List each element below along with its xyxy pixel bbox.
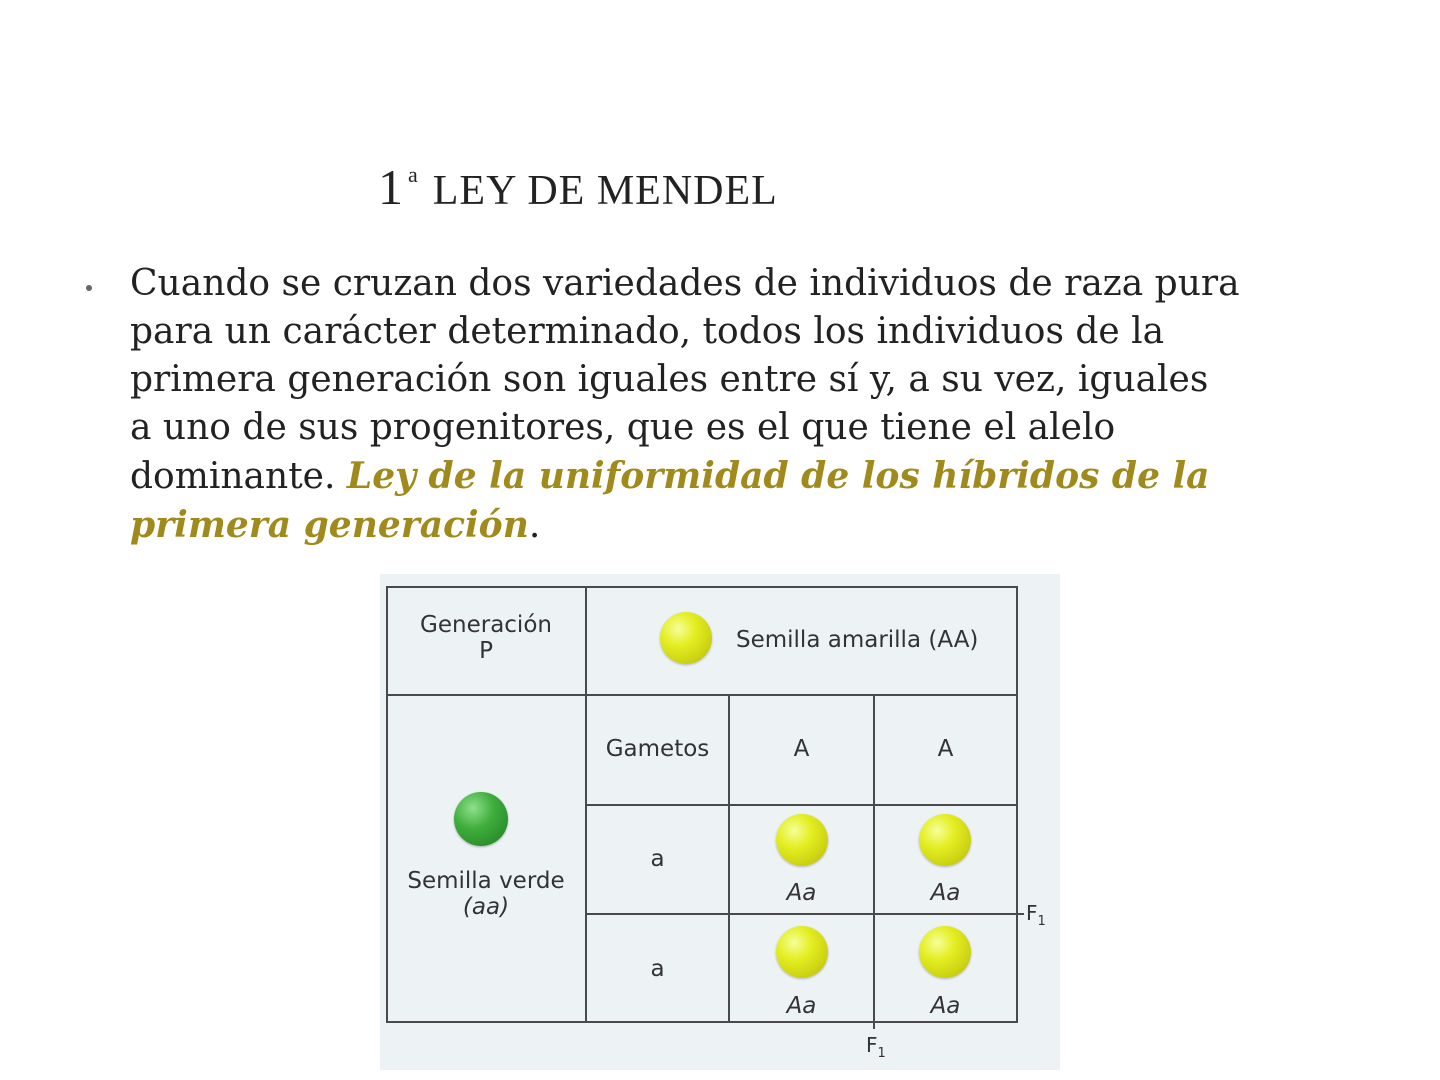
col-gamete-1: A — [793, 736, 810, 762]
generation-label-line1: Generación — [420, 612, 552, 638]
f1-bracket-line — [873, 1023, 875, 1029]
bullet-icon — [86, 285, 92, 291]
offspring-pea-icon — [776, 926, 828, 978]
title-superscript: a — [408, 162, 419, 187]
f1-right-sub: 1 — [1037, 914, 1046, 929]
offspring-pea-icon — [776, 814, 828, 866]
law-name-highlight: Ley de la uniformidad de los híbridos de la primera generación — [130, 455, 1210, 546]
yellow-seed-label: Semilla amarilla (AA) — [736, 627, 979, 653]
green-seed-label — [386, 868, 586, 920]
f1-bottom-sub: 1 — [877, 1046, 886, 1061]
f1-label-right — [1026, 900, 1046, 935]
row-gamete-1: a — [650, 846, 665, 872]
title-number: 1 — [378, 159, 404, 215]
green-seed-label-line1: Semilla verde — [407, 868, 565, 894]
offspring-genotype: Aa — [786, 993, 817, 1019]
grid-line — [586, 804, 1018, 806]
title-text: LEY DE MENDEL — [432, 168, 778, 214]
yellow-seed-icon — [660, 612, 712, 664]
green-seed-icon — [454, 792, 508, 846]
green-seed-label-line2: (aa) — [462, 894, 510, 920]
slide-title — [378, 158, 778, 216]
bullet-paragraph — [130, 260, 1240, 550]
row-gamete-2: a — [650, 956, 665, 982]
f1-label-bottom — [866, 1032, 886, 1067]
f1-right-main: F — [1026, 901, 1038, 925]
grid-line — [386, 694, 1018, 696]
offspring-pea-icon — [919, 814, 971, 866]
grid-line — [386, 1021, 1018, 1023]
paragraph-text: Cuando se cruzan dos variedades de individuos de raza pura para un carácter determinado, todos los individuos de la primera generación son iguales entre sí y, a su vez, iguales a uno de sus progenitores, que es el que tiene el alelo dominante. — [130, 263, 1240, 497]
col-gamete-2: A — [937, 736, 954, 762]
offspring-genotype: Aa — [930, 993, 961, 1019]
grid-line — [586, 913, 1018, 915]
f1-bottom-main: F — [866, 1033, 878, 1057]
offspring-genotype: Aa — [786, 880, 817, 906]
paragraph-end: . — [528, 505, 541, 546]
offspring-pea-icon — [919, 926, 971, 978]
generation-label-line2: P — [479, 638, 493, 664]
gametes-label: Gametos — [605, 736, 710, 762]
offspring-genotype: Aa — [930, 880, 961, 906]
generation-label — [386, 612, 586, 664]
f1-bracket-line — [1018, 913, 1024, 915]
punnett-figure — [380, 574, 1060, 1070]
grid-line — [386, 586, 1018, 588]
